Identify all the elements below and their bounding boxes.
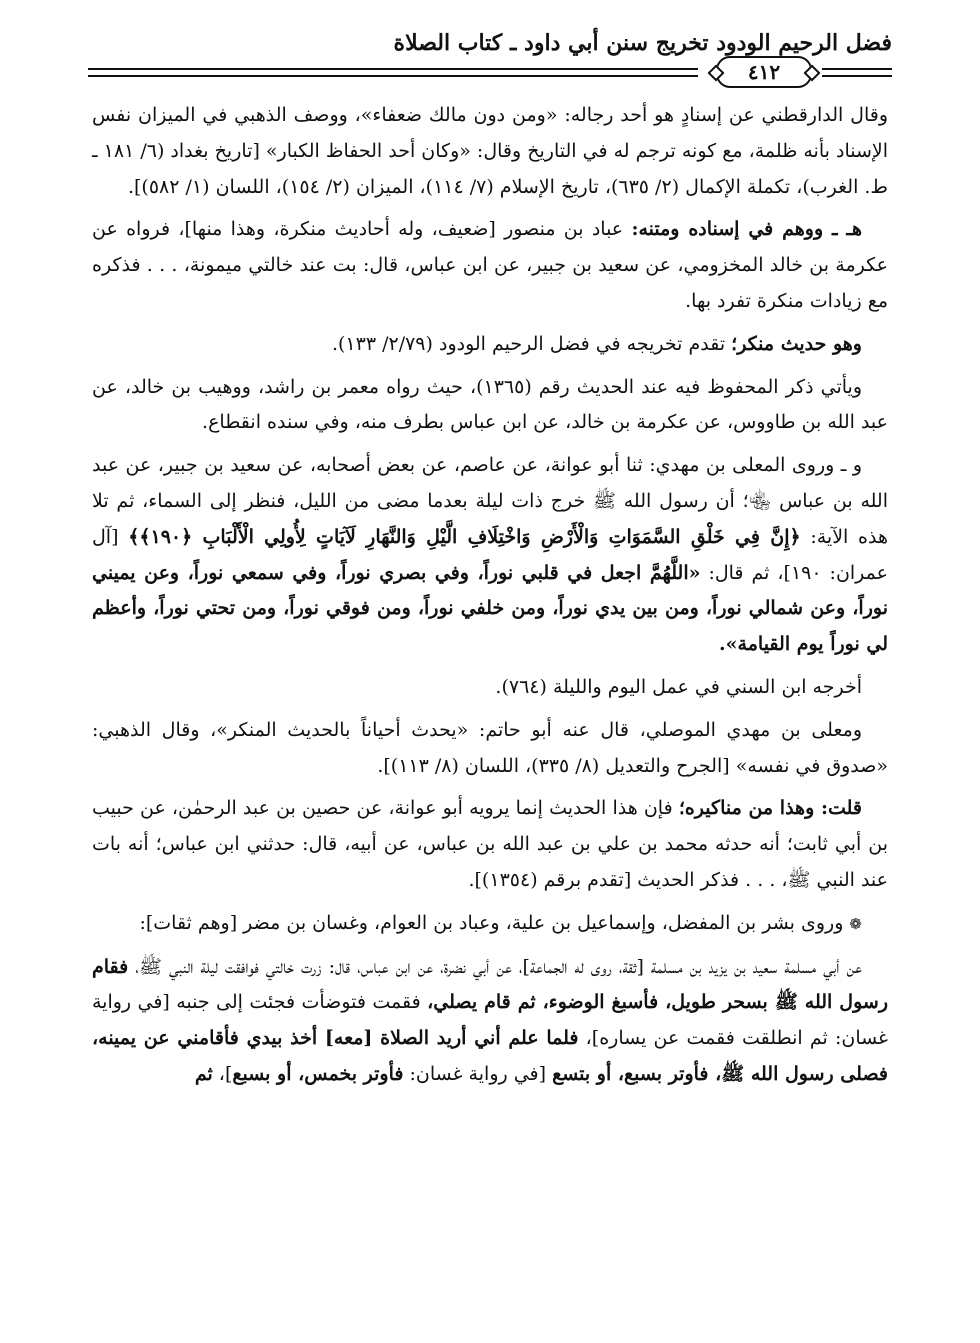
text-run: فقمت فتوضأت فجئت إلى جنبه [في رواية غسان: ثم انطلقت فقمت عن يساره]، [92,991,888,1050]
body-text [92,98,888,1100]
paragraph-5 [92,448,888,663]
paragraph-10 [92,950,888,1093]
hadith-text-bold: «اللَّهُمَّ اجعل في قلبي نوراً، وفي بصري نوراً، وفي سمعي نوراً، وعن يميني نوراً، وعن شمالي نوراً، ومن بين يدي نوراً، ومن خلفي نوراً، ومن فوقي نوراً، ومن تحتي نوراً، وأعظم لي نوراً يوم القيامة». [92,561,888,656]
paragraph-8 [92,791,888,898]
hadith-text-bold: فأوتر بخمس، أو بسبع [232,1062,404,1085]
paragraph-6 [92,670,888,706]
quran-verse: ﴿إِنَّ فِي خَلْقِ السَّمَوَاتِ وَالْأَرْضِ وَاخْتِلَافِ الَّيْلِ وَالنَّهَارِ لَآيَاتٍ لِأُولِي الْأَلْبَابِ ﴿١٩٠﴾﴾ [128,525,801,548]
section-heading-he: هـ ـ ووهم في إسناده ومتنه: [631,218,862,241]
text-run: [آل عمران: ١٩٠]، ثم قال: [92,525,888,584]
page-header [88,22,892,92]
verdict-bold: وهو حديث منكر؛ [731,332,862,355]
paragraph-4 [92,370,888,442]
text-run: أخرجه ابن السني في عمل اليوم والليلة (٧٦٤). [495,675,862,698]
page-number: ٤١٢ [747,60,781,84]
text-run: تقدم تخريجه في فضل الرحيم الودود (٢/٧٩/ ١٣٣). [331,332,732,355]
hadith-text-bold: فقام رسول الله ﷺ بسحر طويل، فأسبغ الوضوء، ثم قام يصلي، [92,955,888,1014]
text-run: ومعلى بن مهدي الموصلي، قال عنه أبو حاتم: «يحدث أحياناً بالحديث المنكر»، وقال الذهبي: «صدوق في نفسه» [الجرح والتعديل (٨/ ٣٣٥)، اللسان (٨/ ١١٣)]. [92,718,888,777]
hadith-text-bold: فلما علم أني أريد الصلاة [معه] أخذ بيدي فأقامني عن يمينه، فصلى رسول الله ﷺ، فأوتر بسبع، [92,1027,888,1085]
paragraph-7 [92,713,888,785]
paragraph-2 [92,212,888,319]
flower-ornament-icon: ❁ [849,914,862,933]
text-run: وقال الدارقطني عن إسنادٍ هو أحد رجاله: «ومن دون مالك ضعفاء»، ووصف الذهبي في الميزان نفس الإسناد بأنه ظلمة، مع كونه ترجم له في التاريخ وقال: «وكان أحد الحفاظ الكبار» [تاريخ بغداد (٦/ ١٨١ ـ ط. الغرب)، تكملة الإكمال (٢/ ٦٣٥)، تاريخ الإسلام (٧/ ١١٤)، الميزان (٢/ ١٥٤)، اللسان (١/ ٥٨٢)]. [92,104,888,198]
paragraph-1 [92,98,888,205]
header-rule-left [88,68,698,77]
text-run: عباد بن منصور [ضعيف، وله أحاديث منكرة، وهذا منها]، فرواه عن عكرمة بن خالد المخزومي، عن سعيد بن جبير، عن ابن عباس، قال: بت عند خالتي ميمونة، . . . فذكره مع زيادات منكرة تفرد بها. [92,218,888,312]
hadith-text-bold: ثم [194,1062,213,1085]
paragraph-9 [92,906,888,943]
hadith-text-bold: أو بتسع [552,1062,618,1085]
text-run: عن أبي مسلمة سعيد بن يزيد بن مسلمة [ثقة، روى له الجماعة]، عن أبي نضرة، عن ابن عباس، قال: زرت خالتي فوافقت ليلة النبي ﷺ، [128,955,862,978]
qultu-bold: قلت: وهذا من مناكيره؛ [678,797,862,820]
text-run: و ـ وروى المعلى بن مهدي: ثنا أبو عوانة، عن عاصم، عن بعض أصحابه، عن سعيد بن جبير، عن عبد الله بن عباس ﵄؛ أن رسول الله ﷺ خرج ذات ليلة بعدما مضى من الليل، فنظر إلى السماء، ثم تلا هذه الآية: [92,454,888,548]
running-title: فضل الرحيم الودود تخريج سنن أبي داود ـ كتاب الصلاة [393,30,892,56]
paragraph-3 [92,327,888,363]
text-run: وروى بشر بن المفضل، وإسماعيل بن علية، وعباد بن العوام، وغسان بن مضر [وهم ثقات]: [139,911,850,934]
text-run: فإن هذا الحديث إنما يرويه أبو عوانة، عن حصين بن عبد الرحمٰن، عن حبيب بن أبي ثابت؛ أنه حدثه محمد بن علي بن عبد الله بن عباس، عن أبيه، قال: حدثني ابن عباس؛ أنه بات عند النبي ﷺ، . . . فذكر الحديث [تقدم برقم (١٣٥٤)]. [92,797,888,891]
text-run: ويأتي ذكر المحفوظ فيه عند الحديث رقم (١٣٦٥)، حيث رواه معمر بن راشد، ووهيب بن خالد، عن عبد الله بن طاووس، عن عكرمة بن خالد، عن ابن عباس بطرف منه، وفي سنده انقطاع. [92,375,888,434]
text-run: [في رواية غسان: [403,1062,553,1085]
header-rule-right [822,68,892,77]
text-run: ]، [212,1062,233,1085]
page-number-frame [716,56,812,88]
